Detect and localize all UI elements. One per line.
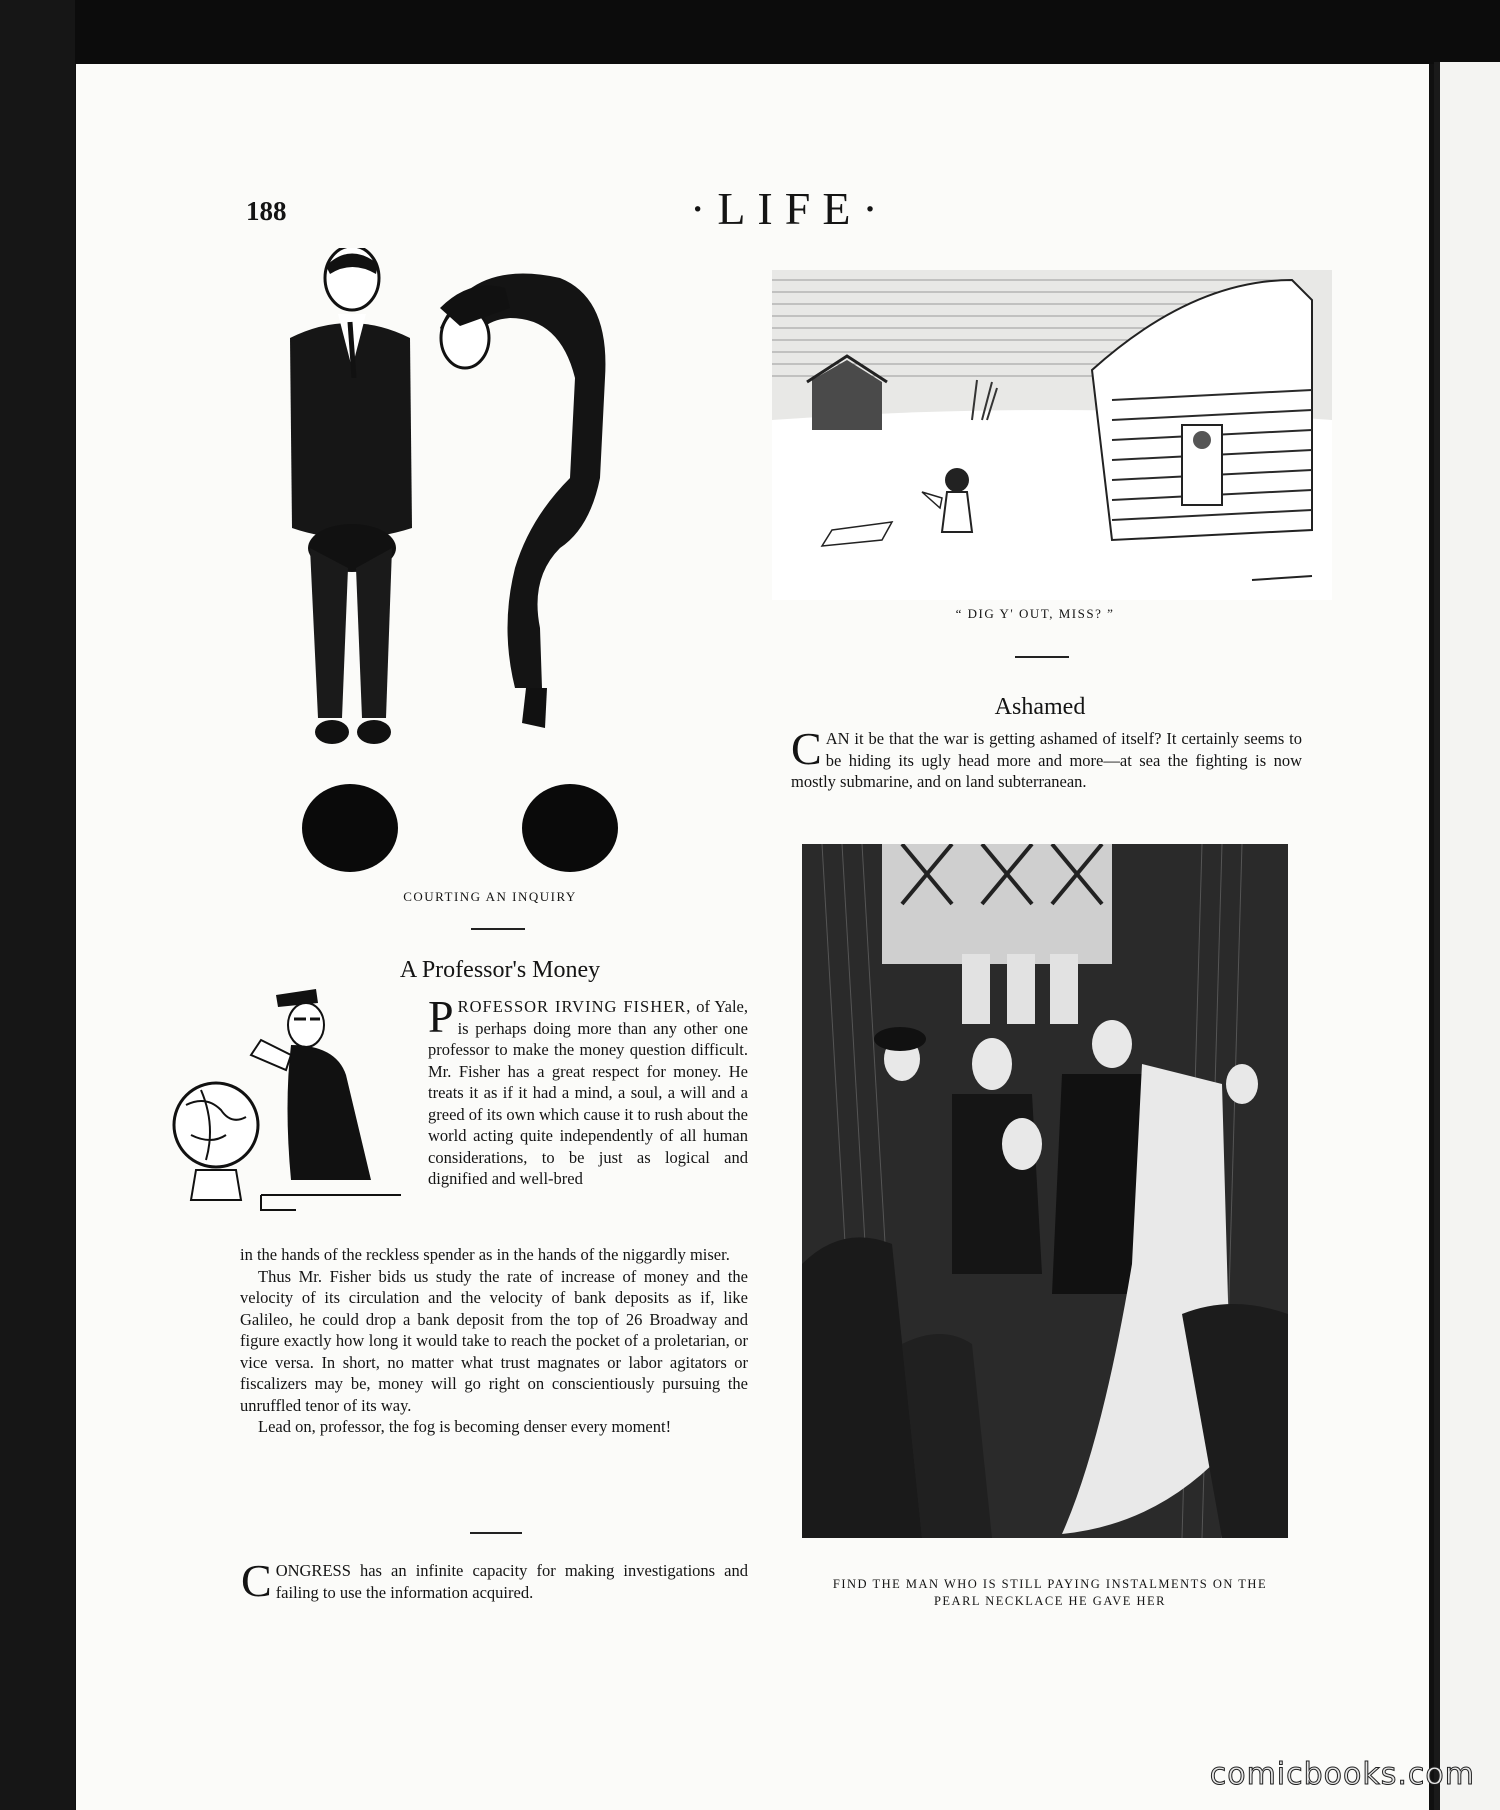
adjacent-page-edge xyxy=(1434,62,1500,1810)
professor-para1-end: in the hands of the reckless spender as in the hands of the niggardly miser. xyxy=(240,1245,730,1264)
masthead: ·LIFE· xyxy=(690,183,890,234)
watermark: comicbooks.com xyxy=(1209,1757,1475,1792)
professor-para3: Lead on, professor, the fog is becoming denser every moment! xyxy=(258,1417,672,1436)
wedding-caption xyxy=(780,1576,1320,1610)
ashamed-article xyxy=(791,723,1302,793)
page-number: 188 xyxy=(246,196,287,226)
winter-cabin-illustration xyxy=(772,270,1332,600)
wedding-illustration xyxy=(802,844,1288,1538)
professor-globe-illustration xyxy=(166,985,406,1225)
professor-drop-cap: P xyxy=(428,991,454,1042)
congress-article xyxy=(241,1555,748,1606)
ashamed-text: AN it be that the war is getting ashamed of itself? It certainly seems to be hiding its ugly head more and more—at sea the fighting is now mostly submarine, and on land subterranean. xyxy=(791,729,1302,791)
section-divider xyxy=(1015,656,1069,658)
professor-para1-wrap: of Yale, is perhaps doing more than any other one professor to make the money question difficult. Mr. Fisher has a great respect for money. He treats it as if it had a mind, a soul, a will and a greed of its own which cause it to rush about the world acting quite independently of all human considerations, to be just as logical and dignified and well-bred xyxy=(428,997,748,1188)
section-divider xyxy=(470,1532,522,1534)
professor-lead: ROFESSOR IRVING FISHER, xyxy=(457,997,692,1016)
ashamed-title: Ashamed xyxy=(994,694,1086,720)
professor-body xyxy=(240,1244,748,1438)
scan-border-left xyxy=(0,0,75,1810)
professor-para2: Thus Mr. Fisher bids us study the rate of increase of money and the velocity of its circulation and the velocity of bank deposits as if, like Galileo, he could drop a bank deposit from the top of 26 Broadway and figure exactly how long it would take to reach the pocket of a proletarian, or vice versa. In short, no matter what trust magnates or labor agitators or fiscalizers may be, money will go right on conscientiously pursuing the unruffled tenor of its way. xyxy=(240,1266,748,1415)
section-divider xyxy=(471,928,525,930)
congress-drop-cap: C xyxy=(241,1555,272,1606)
scan-border-top xyxy=(0,0,1500,64)
courting-inquiry-illustration xyxy=(260,248,720,878)
wedding-caption-line-1: FIND THE MAN WHO IS STILL PAYING INSTALMENTS ON THE xyxy=(832,1577,1268,1591)
professor-title: A Professor's Money xyxy=(399,957,601,983)
winter-illustration-caption: “ DIG Y' OUT, MISS? ” xyxy=(955,606,1115,621)
wedding-caption-line-2: PEARL NECKLACE HE GAVE HER xyxy=(933,1594,1167,1608)
professor-wrap-text xyxy=(428,991,748,1190)
congress-text: ONGRESS has an infinite capacity for making investigations and failing to use the information acquired. xyxy=(275,1561,748,1602)
left-illustration-caption: COURTING AN INQUIRY xyxy=(403,889,577,904)
ashamed-drop-cap: C xyxy=(791,723,822,774)
